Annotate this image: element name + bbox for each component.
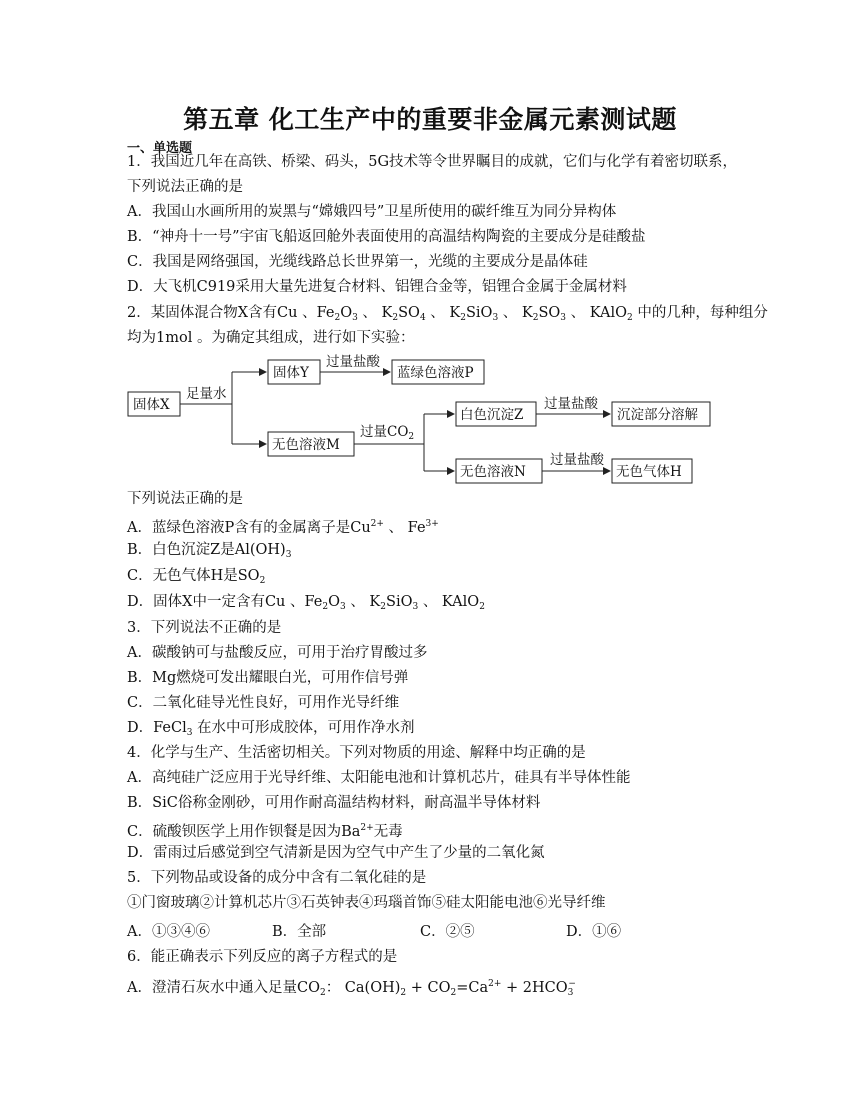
label-blue-green-p: 蓝绿色溶液P xyxy=(397,365,474,381)
q2-stem-line2: 均为1mol 。为确定其组成，进行如下实验： xyxy=(127,330,415,346)
label-colorless-n: 无色溶液N xyxy=(460,464,526,480)
q3-option-b: B．Mg燃烧可发出耀眼白光，可用作信号弹 xyxy=(127,670,409,686)
q3-stem: 3．下列说法不正确的是 xyxy=(127,620,282,636)
q6-option-a: A．澄清石灰水中通入足量$CO_2$： $Ca(OH)_2 + CO_2=Ca^{2+} + 2HCO_3^-$ xyxy=(127,979,576,998)
q1-option-d: D．大飞机C919采用大量先进复合材料、铝锂合金等，铝锂合金属于金属材料 xyxy=(127,279,627,295)
q1-option-b: B．“神舟十一号”宇宙飞船返回舱外表面使用的高温结构陶瓷的主要成分是硅酸盐 xyxy=(127,229,646,245)
label-excess-hcl-3: 过量盐酸 xyxy=(550,452,604,468)
q2-option-d: D．固体X中一定含有Cu 、$Fe_2O_3$ 、 $K_2SiO_3$ 、 KAlO$_2$ xyxy=(127,594,485,612)
q2-option-c: C．无色气体H是$SO_2$ xyxy=(127,568,266,586)
label-excess-hcl-2: 过量盐酸 xyxy=(544,396,598,412)
q6-stem: 6．能正确表示下列反应的离子方程式的是 xyxy=(127,949,398,965)
label-excess-co2: 过量$CO_2$ xyxy=(360,424,415,442)
q6-equation: $Ca(OH)_2 + CO_2=Ca^{2+} + 2HCO_3^-$ xyxy=(344,979,576,998)
section-heading: 一、单选题 xyxy=(127,141,193,156)
q2-formula-list: $Fe_2O_3$ 、 $K_2SO_4$ 、 $K_2SiO_3$ 、 $K_2SO_3$ 、 KAlO$_2$ xyxy=(316,305,633,323)
q3-option-a: A．碳酸钠可与盐酸反应，可用于治疗胃酸过多 xyxy=(127,645,428,661)
page-title: 第五章 化工生产中的重要非金属元素测试题 xyxy=(183,105,677,134)
q2-option-a: A．蓝绿色溶液P含有的金属离子是$Cu^{2+}$ 、 $Fe^{3+}$ xyxy=(127,519,439,536)
q3-option-d: D．FeCl$_3$ 在水中可形成胶体，可用作净水剂 xyxy=(127,720,415,738)
q2-option-b: B．白色沉淀Z是$Al(OH)_3$ xyxy=(127,542,292,560)
q2-stem-text-a: 2．某固体混合物X含有Cu 、 xyxy=(127,305,317,321)
q1-option-a: A．我国山水画所用的炭黑与“嫦娥四号”卫星所使用的碳纤维互为同分异构体 xyxy=(127,204,617,220)
q4-option-d: D．雷雨过后感觉到空气清新是因为空气中产生了少量的二氧化氮 xyxy=(127,845,545,861)
q4-option-a: A．高纯硅广泛应用于光导纤维、太阳能电池和计算机芯片，硅具有半导体性能 xyxy=(127,770,631,786)
q2-stem-line3: 下列说法正确的是 xyxy=(127,491,243,507)
q4-option-b: B．SiC俗称金刚砂，可用作耐高温结构材料，耐高温半导体材料 xyxy=(127,795,541,811)
q4-option-c: C．硫酸钡医学上用作钡餐是因为$Ba^{2+}$无毒 xyxy=(127,823,403,840)
q1-option-c: C．我国是网络强国，光缆线路总长世界第一，光缆的主要成分是晶体硅 xyxy=(127,254,588,270)
experiment-flow-diagram xyxy=(120,352,720,492)
label-ppt-partial: 沉淀部分溶解 xyxy=(617,407,698,423)
q3-option-c: C．二氧化硅导光性良好，可用作光导纤维 xyxy=(127,695,400,711)
label-excess-hcl-1: 过量盐酸 xyxy=(326,354,380,370)
q2-stem-text-b: 中的几种，每种组分 xyxy=(632,305,768,321)
label-add-water: 足量水 xyxy=(186,386,227,402)
q2-stem-line1 xyxy=(127,303,768,328)
q5-option-d: D．①⑥ xyxy=(566,924,622,940)
q1-stem-line2: 下列说法正确的是 xyxy=(127,179,243,195)
label-colorless-gas-h: 无色气体H xyxy=(616,464,682,480)
q1-stem-line1: 1．我国近几年在高铁、桥梁、码头，5G技术等令世界瞩目的成就，它们与化学有着密切联系， xyxy=(127,154,738,170)
label-colorless-m: 无色溶液M xyxy=(272,437,340,453)
label-solid-x: 固体X xyxy=(133,397,170,413)
q5-items: ①门窗玻璃②计算机芯片③石英钟表④玛瑙首饰⑤硅太阳能电池⑥光导纤维 xyxy=(127,895,606,911)
q5-option-a: A．①③④⑥ xyxy=(127,924,210,940)
label-white-ppt-z: 白色沉淀Z xyxy=(460,407,524,423)
label-solid-y: 固体Y xyxy=(273,365,309,381)
q4-stem: 4．化学与生产、生活密切相关。下列对物质的用途、解释中均正确的是 xyxy=(127,745,586,761)
q5-stem: 5．下列物品或设备的成分中含有二氧化硅的是 xyxy=(127,870,427,886)
q5-options xyxy=(127,920,621,941)
q5-option-c: C．②⑤ xyxy=(420,924,475,940)
q5-option-b: B．全部 xyxy=(272,924,327,940)
